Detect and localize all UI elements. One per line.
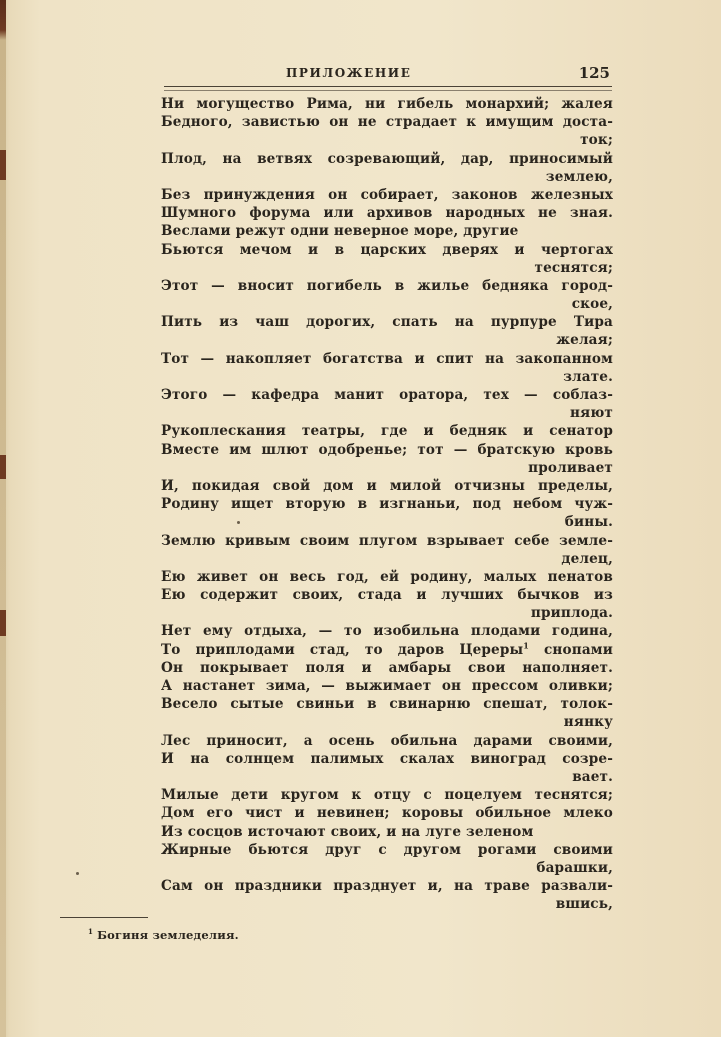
- line-text: нянку: [563, 714, 613, 731]
- text-line: [161, 95, 613, 113]
- text-line: [161, 313, 613, 331]
- line-text: Лес приносит, а осень обильна дарами своими,: [161, 732, 613, 749]
- text-line: [161, 113, 613, 131]
- text-line: [161, 222, 613, 240]
- line-text: барашки,: [536, 859, 613, 876]
- text-line: [161, 786, 613, 804]
- text-line: [161, 713, 613, 731]
- text-line: [161, 513, 613, 531]
- line-text: И, покидая свой дом и милой отчизны пределы,: [161, 477, 613, 494]
- line-text: ское,: [571, 296, 613, 313]
- text-line: [161, 877, 613, 895]
- line-text: приплода.: [530, 605, 613, 622]
- text-line: [161, 622, 613, 640]
- line-text: То приплодами стад, то даров Цереры: [161, 641, 524, 658]
- line-text: проливает: [528, 459, 613, 476]
- header-rule: [164, 86, 612, 87]
- binding-mark: [0, 455, 6, 479]
- footnote-rule: [60, 917, 148, 918]
- text-line: [161, 750, 613, 768]
- text-line: [161, 204, 613, 222]
- text-line: [161, 186, 613, 204]
- line-text: Весело сытые свиньи в свинарню спешат, толок-: [161, 696, 613, 713]
- line-text: Ею живет он весь год, ей родину, малых пенатов: [161, 568, 613, 585]
- page-number: 125: [578, 64, 610, 82]
- text-line: [161, 131, 613, 149]
- footnote-ref: 1: [523, 640, 530, 651]
- footnote-marker: 1: [88, 927, 94, 936]
- footnote-text: Богиня земледелия.: [97, 927, 239, 942]
- line-text: Сам он праздники празднует и, на траве развали-: [161, 878, 613, 895]
- line-text: Этого — кафедра манит оратора, тех — соблаз-: [161, 387, 613, 403]
- line-text: Этот — вносит погибель в жилье бедняка город-: [161, 277, 613, 294]
- line-text: няют: [570, 405, 613, 422]
- line-text: Бьются мечом и в царских дверях и чертогах: [161, 241, 613, 258]
- text-line: [161, 441, 613, 459]
- line-text: желая;: [556, 332, 613, 349]
- text-line: [161, 404, 613, 422]
- text-line: [161, 659, 613, 677]
- line-text: Без принуждения он собирает, законов железных: [161, 186, 613, 203]
- line-text-after: снопами: [529, 641, 613, 658]
- line-text: Из сосцов источают своих, и на луге зеленом: [161, 823, 534, 840]
- text-line: [161, 495, 613, 513]
- line-text: ток;: [580, 132, 613, 149]
- line-text: Пить из чаш дорогих, спать на пурпуре Тира: [161, 314, 613, 331]
- line-text: землею,: [545, 168, 613, 185]
- line-text: Вместе им шлют одобренье; тот — братскую кровь: [161, 441, 613, 458]
- binding-mark: [0, 610, 6, 636]
- text-line: [161, 586, 613, 604]
- text-line: [161, 532, 613, 550]
- text-line: [161, 604, 613, 622]
- line-text: бины.: [564, 514, 613, 531]
- text-line: [161, 841, 613, 859]
- text-line: [161, 422, 613, 440]
- text-line: [161, 695, 613, 713]
- text-line: [161, 823, 613, 841]
- footnote: [88, 927, 239, 942]
- text-line: [161, 168, 613, 186]
- text-line: [161, 259, 613, 277]
- text-line: [161, 459, 613, 477]
- text-line: [161, 641, 613, 659]
- text-line: [161, 241, 613, 259]
- text-line: [161, 895, 613, 913]
- header-rule-thin: [164, 90, 612, 91]
- paper-speck: [76, 872, 79, 875]
- poem-text: [161, 95, 613, 913]
- line-text: И на солнцем палимых скалах виноград созре-: [161, 750, 613, 767]
- text-line: [161, 368, 613, 386]
- line-text: Он покрывает поля и амбары свои наполняет.: [161, 659, 613, 676]
- line-text: Тот — накопляет богатства и спит на закопанном: [161, 350, 613, 367]
- page-header: [160, 64, 610, 84]
- binding-mark: [0, 150, 6, 180]
- line-text: Рукоплескания театры, где и бедняк и сенатор: [161, 423, 613, 440]
- text-line: [161, 350, 613, 368]
- line-text: Милые дети кругом к отцу с поцелуем теснятся;: [161, 787, 613, 804]
- text-line: [161, 677, 613, 695]
- text-line: [161, 150, 613, 168]
- line-text: Шумного форума или архивов народных не зная.: [161, 205, 613, 222]
- line-text: Землю кривым своим плугом взрывает себе земле-: [161, 532, 613, 549]
- line-text: Бедного, завистью он не страдает к имущим доста-: [161, 114, 613, 131]
- line-text: Ею содержит своих, стада и лучших бычков из: [161, 587, 613, 604]
- text-line: [161, 386, 613, 404]
- text-line: [161, 331, 613, 349]
- text-line: [161, 568, 613, 586]
- text-line: [161, 277, 613, 295]
- line-text: Веслами режут одни неверное море, другие: [161, 223, 519, 240]
- line-text: вает.: [572, 768, 613, 785]
- text-line: [161, 550, 613, 568]
- line-text: Жирные бьются друг с другом рогами своими: [161, 841, 613, 858]
- line-text: теснятся;: [534, 259, 613, 276]
- text-line: [161, 768, 613, 786]
- line-text: Нет ему отдыха, — то изобильна плодами година,: [161, 623, 613, 640]
- line-text: Родину ищет вторую в изгнаньи, под небом чуж-: [161, 496, 613, 513]
- text-line: [161, 295, 613, 313]
- line-text: Ни могущество Рима, ни гибель монархий; жалея: [161, 96, 613, 112]
- text-line: [161, 804, 613, 822]
- line-text: вшись,: [555, 896, 613, 913]
- text-line: [161, 732, 613, 750]
- text-line: [161, 859, 613, 877]
- line-text: Плод, на ветвях созревающий, дар, приносимый: [161, 150, 613, 167]
- line-text: Дом его чист и невинен; коровы обильное млеко: [161, 805, 613, 822]
- line-text: делец,: [561, 550, 613, 567]
- paper-speck: [237, 521, 240, 524]
- running-head: ПРИЛОЖЕНИЕ: [286, 66, 412, 80]
- line-text: злате.: [563, 368, 613, 385]
- line-text: А настанет зима, — выжимает он прессом оливки;: [161, 678, 613, 694]
- text-line: [161, 477, 613, 495]
